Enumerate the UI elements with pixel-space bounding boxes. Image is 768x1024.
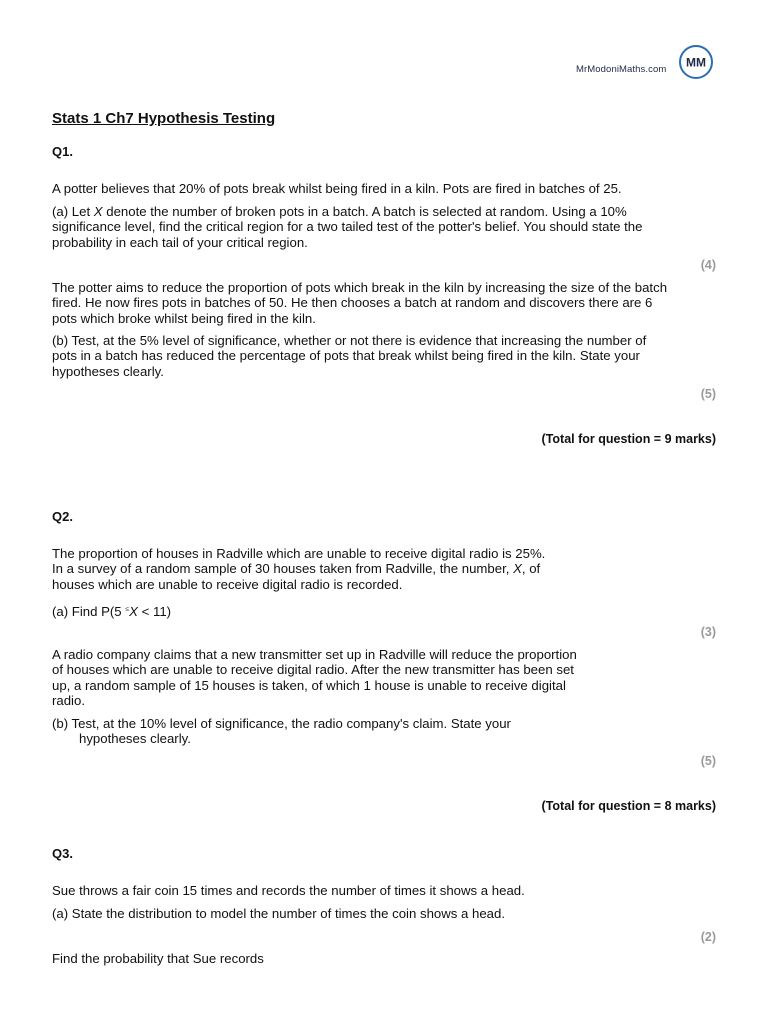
q2-context-line4: radio.	[52, 692, 85, 708]
page-title: Stats 1 Ch7 Hypothesis Testing	[52, 110, 276, 127]
q2-b-line2: hypotheses clearly.	[79, 731, 191, 747]
q2-total: (Total for question = 8 marks)	[541, 799, 716, 813]
q2-b-line1: (b) Test, at the 10% level of significance, the radio company's claim. State your	[52, 716, 511, 731]
q2-intro-line2-a: In a survey of a random sample of 30 houses taken from Radville, the number,	[52, 561, 514, 577]
q2-context	[52, 647, 577, 708]
q1-a-line1-rest: denote the number of broken pots in a batch. A batch is selected at random. Using a 10%	[102, 204, 627, 219]
logo-letters: MM	[686, 55, 706, 70]
q3-intro: Sue throws a fair coin 15 times and records the number of times it shows a head.	[52, 883, 525, 898]
q1-part-a	[52, 204, 642, 250]
q2-a-suffix: < 11)	[137, 604, 172, 619]
q1-label: Q1.	[52, 144, 73, 159]
q2-a-variable: X	[129, 604, 138, 619]
q1-context-line3: pots which broke whilst being fired in the kiln.	[52, 310, 316, 326]
q1-context	[52, 280, 667, 326]
q2-b-marks: (5)	[700, 754, 716, 768]
q2-part-a	[52, 602, 171, 620]
q2-part-b	[52, 716, 511, 747]
q2-a-marks: (3)	[700, 625, 716, 639]
q3-label: Q3.	[52, 846, 73, 861]
q2-intro-line2-b: , of	[521, 561, 541, 577]
q2-context-line1: A radio company claims that a new transmitter set up in Radville will reduce the proportion	[52, 647, 577, 662]
q2-context-line2: of houses which are unable to receive digital radio. After the new transmitter has been set	[52, 662, 574, 678]
q1-b-marks: (5)	[700, 387, 716, 401]
q1-a-marks: (4)	[700, 258, 716, 272]
q2-intro-line3: houses which are unable to receive digital radio is recorded.	[52, 576, 403, 592]
q1-part-b	[52, 333, 646, 379]
q1-a-variable: X	[93, 204, 103, 219]
q2-label: Q2.	[52, 509, 73, 524]
q3-find-line: Find the probability that Sue records	[52, 951, 264, 966]
q2-context-line3: up, a random sample of 15 houses is taken, of which 1 house is unable to receive digital	[52, 677, 566, 693]
q1-context-line1: The potter aims to reduce the proportion of pots which break in the kiln by increasing the size of the batch	[52, 280, 668, 295]
q1-a-prefix: (a) Let	[52, 204, 94, 219]
q2-intro	[52, 546, 545, 592]
q3-a-marks: (2)	[700, 930, 716, 944]
q1-b-line1: (b) Test, at the 5% level of significance, whether or not there is evidence that increasing the number of	[52, 333, 647, 348]
q3-part-a: (a) State the distribution to model the number of times the coin shows a head.	[52, 906, 506, 921]
brand-name: MrModoniMaths.com	[576, 64, 667, 75]
q1-total: (Total for question = 9 marks)	[541, 432, 716, 446]
mrmodonimaths-logo-icon	[678, 44, 714, 80]
q2-intro-line1: The proportion of houses in Radville which are unable to receive digital radio is 25%.	[52, 546, 546, 561]
q2-intro-variable: X	[513, 561, 522, 577]
q1-a-line1	[52, 204, 642, 219]
q1-b-line3: hypotheses clearly.	[52, 363, 164, 379]
q1-b-line2: pots in a batch has reduced the percentage of pots that break whilst being fired in the kiln. State your	[52, 348, 640, 364]
q2-intro-line2	[52, 561, 545, 576]
less-equal-symbol: ≤	[125, 606, 130, 613]
q2-a-prefix: (a) Find P(5	[52, 604, 126, 619]
q1-context-line2: fired. He now fires pots in batches of 50. He then chooses a batch at random and discovers there are 6	[52, 295, 653, 311]
q1-intro: A potter believes that 20% of pots break whilst being fired in a kiln. Pots are fired in batches of 25.	[52, 181, 622, 196]
q1-a-line3: probability in each tail of your critical region.	[52, 234, 308, 250]
q1-a-line2: significance level, find the critical region for a two tailed test of the potter's belief. You should state the	[52, 219, 643, 235]
